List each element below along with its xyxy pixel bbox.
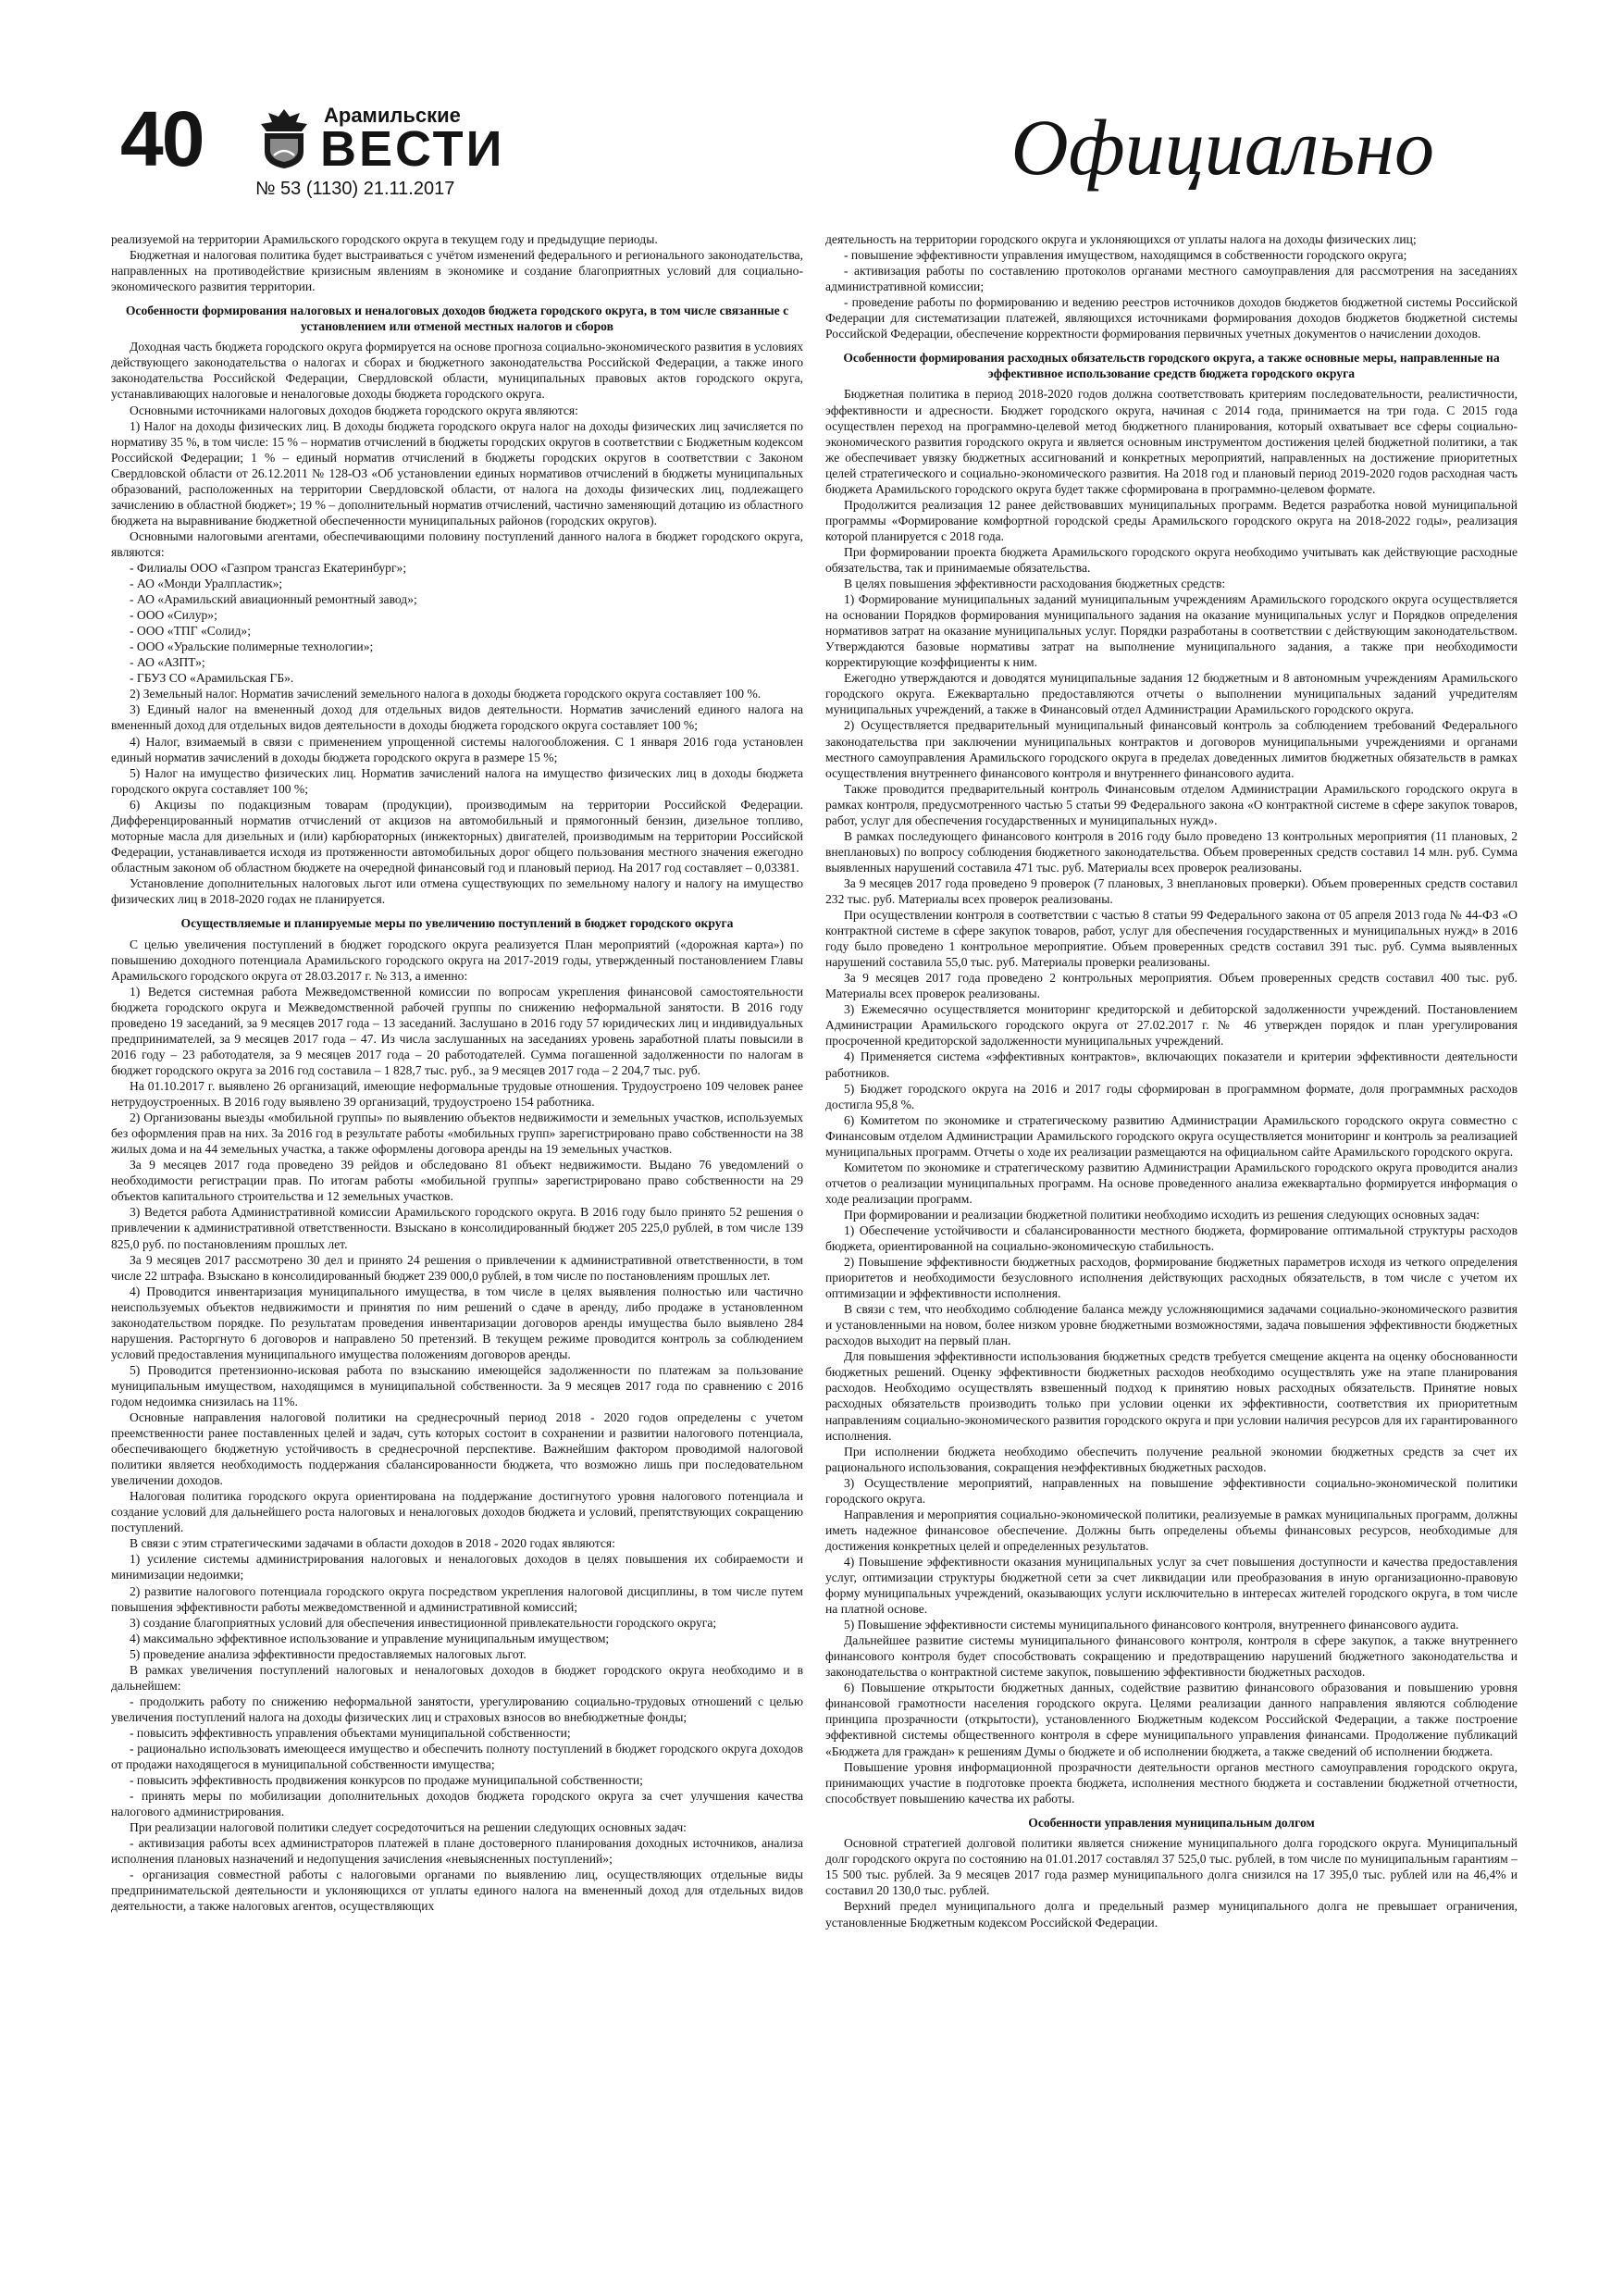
paragraph: 1) Обеспечение устойчивости и сбалансированности местного бюджета, формирование оптимальной структуры расходов бюджета, ориентированной на социально-экономическую стабильность. <box>825 1222 1518 1254</box>
paragraph: 3) Единый налог на вмененный доход для отдельных видов деятельности. Норматив зачислений единого налога на вмененный доход для отдельных видов деятельности в доходы бюджета городского округа составляет 100 %; <box>111 702 803 733</box>
paragraph: С целью увеличения поступлений в бюджет городского округа реализуется План мероприятий («дорожная карта») по повышению доходного потенциала Арамильского городского округа на 2017-2019 годы, утвержденный постановлением Главы Арамильского городского округа от 28.03.2017 г. № 313, а именно: <box>111 937 803 983</box>
newspaper-name-top: Арамильские <box>324 104 461 127</box>
paragraph: - рационально использовать имеющееся имущество и обеспечить полноту поступлений в бюджет городского округа доходов от продажи находящегося в муниципальной собственности имущества; <box>111 1742 803 1772</box>
column-right <box>825 231 1518 2221</box>
paragraph: - АО «Арамильский авиационный ремонтный завод»; <box>130 592 417 607</box>
paragraph: 2) Организованы выезды «мобильной группы» по выявлению объектов недвижимости и земельных участков, используемых без оформления прав на них. За 2016 год в результате работы «мобильных групп» зарегистрировано право собственности на 38 жилых дома и на 44 земельных участка, а также оформлены договора аренды на 19 земельных участков. <box>111 1111 803 1157</box>
issue-number-date: № 53 (1130) 21.11.2017 <box>255 179 455 199</box>
paragraph: За 9 месяцев 2017 рассмотрено 30 дел и принято 24 решения о привлечении к административной ответственности, в том числе 22 штрафа. Взыскано в консолидированный бюджет 239 000,0 рублей, в том числе по постановлениям прошлых лет. <box>111 1252 803 1283</box>
paragraph: - активизация работы всех администраторов платежей в плане достоверного планирования доходных источников, анализа исполнения плановых назначений и недопущения зачисления «невыясненных поступлений»; <box>111 1836 803 1867</box>
paragraph: В целях повышения эффективности расходования бюджетных средств: <box>844 577 1226 591</box>
paragraph: В рамках последующего финансового контроля в 2016 году было проведено 13 контрольных мероприятия (11 плановых, 2 внеплановых) по вопросу соблюдения бюджетного законодательства. Объем проверенных средств составил 14 млн. руб. Сумма выявленных нарушений составила 471 тыс. руб. Материалы всех проверок реализованы. <box>825 828 1518 875</box>
paragraph: Основной стратегией долговой политики является снижение муниципального долга городского округа. Муниципальный долг городского округа по состоянию на 01.01.2017 составлял 37 525,0 тыс. рублей, в том числе по муниципальным гарантиям – 15 500 тыс. рублей. За 9 месяцев 2017 года размер муниципального долга снизился на 17 395,0 тыс. рублей или на 46,4% и составил 20 130,0 тыс. рублей. <box>825 1836 1518 1898</box>
paragraph: 2) развитие налогового потенциала городского округа посредством укрепления налоговой дисциплины, в том числе путем повышения эффективности работы межведомственной и административной комиссий; <box>111 1583 803 1614</box>
paragraph: - повысить эффективность продвижения конкурсов по продаже муниципальной собственности; <box>130 1773 643 1788</box>
paragraph: Основными источниками налоговых доходов бюджета городского округа являются: <box>130 403 578 417</box>
section-heading: Особенности формирования налоговых и неналоговых доходов бюджета городского округа, в том числе связанные с установлением или отменой местных налогов и сборов <box>125 304 789 333</box>
paragraph: При осуществлении контроля в соответствии с частью 8 статьи 99 Федерального закона от 05 апреля 2013 года № 44-ФЗ «О контрактной системе в сфере закупок товаров, работ, услуг для обеспечения государственных и муниципальных нужд» в 2016 году было проведено 1 контрольное мероприятие. Объем проверенных средств составил 391 тыс. руб. Сумма выявленных нарушений составила 55,0 тыс. руб. Материалы проверки реализованы. <box>825 908 1518 970</box>
paragraph: При формировании проекта бюджета Арамильского городского округа необходимо учитывать как действующие расходные обязательства, так и принимаемые обязательства. <box>825 544 1518 575</box>
paragraph: Дальнейшее развитие системы муниципального финансового контроля, контроля в сфере закупок, а также внутреннего финансового контроля будет способствовать сокращению и предотвращению нарушений бюджетного законодательства и законодательства о контрактной системе закупок, повышению эффективности бюджетных расходов. <box>825 1633 1518 1680</box>
paragraph: На 01.10.2017 г. выявлено 26 организаций, имеющие неформальные трудовые отношения. Трудоустроено 109 человек ранее нетрудоустроенных. В 2016 году выявлено 39 организаций, трудоустроено 154 работника. <box>111 1079 803 1110</box>
coat-of-arms-icon <box>257 107 311 170</box>
paragraph: 5) Бюджет городского округа на 2016 и 2017 годы сформирован в программном формате, доля программных расходов достигла 95,8 %. <box>825 1081 1518 1111</box>
paragraph: - организация совместной работы с налоговыми органами по выявлению лиц, осуществляющих отдельные виды предпринимательской деятельности и уклоняющихся от уплаты единого налога на вмененный доход для отдельных видов деятельности, а также налоговых агентов, осуществляющих <box>111 1868 803 1914</box>
paragraph: 4) максимально эффективное использование и управление муниципальным имуществом; <box>130 1631 610 1645</box>
paragraph: Налоговая политика городского округа ориентирована на поддержание достигнутого уровня налогового потенциала и создание условий для дальнейшего роста налоговых и неналоговых доходов бюджета и условий, препятствующих сокращению поступлений. <box>111 1489 803 1535</box>
paragraph: - Филиалы ООО «Газпром трансгаз Екатеринбург»; <box>130 561 407 575</box>
paragraph: Для повышения эффективности использования бюджетных средств требуется смещение акцента на оценку обоснованности бюджетных решений. Оценку эффективности бюджетных расходов необходимо осуществлять уже на этапе планирования расходов. Необходимо осуществлять взвешенный подход к принятию новых расходных обязательств. Принятие новых расходных обязательств производить только при условии оценки их эффективности, соответствия их приоритетным направлениям социально-экономического развития городского округа и при условии наличия ресурсов для их гарантированного исполнения. <box>825 1349 1518 1443</box>
paragraph: 2) Осуществляется предварительный муниципальный финансовый контроль за соблюдением требований Федерального законодательства при заключении муниципальных контрактов и договоров муниципальными учреждениями и органами местного самоуправления Арамильского городского округа в пределах доведенных лимитов бюджетных обязательств в рамках осуществления внутреннего финансового контроля и внутреннего финансового аудита. <box>825 718 1518 780</box>
paragraph: 6) Акцизы по подакцизным товарам (продукции), производимым на территории Российской Федерации. Дифференцированный норматив отчислений от акцизов на автомобильный и прямогонный бензин, дизельное топливо, моторные масла для дизельных и (или) карбюраторных (инжекторных) двигателей, производимым на территории Российской Федерации, устанавливается исходя из протяженности автомобильных дорог общего пользования местного значения ежегодно областным законом об областном бюджете на очередной финансовый год и плановый период. На 2017 год составляет – 0,03381. <box>111 797 803 875</box>
article-columns <box>111 231 1518 2221</box>
paragraph: Основные направления налоговой политики на среднесрочный период 2018 - 2020 годов определены с учетом преемственности ранее поставленных целей и задач, суть которых состоит в сохранении и развитии налогового потенциала, обеспечивающего бюджетную устойчивость в среднесрочной перспективе. Важнейшим фактором проводимой налоговой политики является необходимость поддержания сбалансированности бюджета, что возможно лишь при последовательном увеличении доходов. <box>111 1410 803 1488</box>
paragraph: При формировании и реализации бюджетной политики необходимо исходить из решения следующих основных задач: <box>844 1207 1481 1222</box>
paragraph: 4) Применяется система «эффективных контрактов», включающих показатели и критерии эффективности деятельности работников. <box>825 1049 1518 1080</box>
paragraph: 3) Осуществление мероприятий, направленных на повышение эффективности социально-экономической политики городского округа. <box>825 1475 1518 1506</box>
newspaper-name-main: ВЕСТИ <box>320 121 505 177</box>
paragraph: 5) Проводится претензионно-исковая работа по взысканию имеющейся задолженности по платежам за пользование муниципальным имуществом, находящимся в муниципальной собственности. За 9 месяцев 2017 года по сравнению с 2016 годом недоимка снизилась на 11%. <box>111 1362 803 1409</box>
paragraph: В связи с тем, что необходимо соблюдение баланса между усложняющимися задачами социально-экономического развития и установленными на новом, более низком уровне бюджетными возможностями, задача повышения эффективности бюджетных расходов выходит на первый план. <box>825 1302 1518 1348</box>
paragraph: 1) Ведется системная работа Межведомственной комиссии по вопросам укрепления финансовой самостоятельности бюджета городского округа и Межведомственной рабочей группы по снижению неформальной занятости. В 2016 году проведено 19 заседаний, за 9 месяцев 2017 года – 13 заседаний. Заслушано в 2016 году 57 юридических лиц и индивидуальных предпринимателей, за 9 месяцев 2017 года – 47. Из числа заслушанных на заседаниях уровень заработной платы повысили в 2016 году – 23 работодателя, за 9 месяцев 2017 года – 20 работодателей. Сумма погашенной задолженности по налогам в бюджет городского округа за 2016 год составила – 1 828,7 тыс. руб., за 9 месяцев 2017 года – 2 204,7 тыс. руб. <box>111 984 803 1077</box>
page-number: 40 <box>120 95 204 182</box>
paragraph: - повысить эффективность управления объектами муниципальной собственности; <box>130 1725 571 1740</box>
paragraph: 1) Формирование муниципальных заданий муниципальным учреждениям Арамильского городского округа осуществляется на основании Порядков формирования муниципального задания на оказание муниципальных услуг и Порядков определения нормативов затрат на оказание муниципальных услуг. Порядки разработаны в соответствии с действующим законодательством. Утверждаются базовые нормативы затрат на выполнение муниципального задания, а также при необходимости корректирующие коэффициенты к ним. <box>825 592 1518 670</box>
paragraph: 4) Налог, взимаемый в связи с применением упрощенной системы налогообложения. С 1 января 2016 года установлен единый норматив зачислений в доходы бюджета городского округа в размере 15 %; <box>111 734 803 764</box>
paragraph: Бюджетная политика в период 2018-2020 годов должна соответствовать критериям последовательности, реалистичности, эффективности и адресности. Бюджет городского округа, начиная с 2014 года, принимается на три года. С 2015 года осуществлен переход на программно-целевой метод бюджетного планирования, который охватывает все сферы социально-экономического развития городского округа и является основным инструментом достижения целей бюджетной политики, а так же обеспечивает увязку бюджетных ассигнований и конкретных мероприятий, направленных на достижение приоритетных целей стратегического и социально-экономического развития. На 2018 год и плановый период 2019-2020 годов расходная часть бюджета Арамильского городского округа будет также сформирована в программно-целевом формате. <box>825 387 1518 496</box>
paragraph: 2) Повышение эффективности бюджетных расходов, формирование бюджетных параметров исходя из четкого определения приоритетов и необходимости безусловного исполнения действующих расходных обязательств, в том числе с учетом их оптимизации и эффективности исполнения. <box>825 1255 1518 1301</box>
paragraph: Также проводится предварительный контроль Финансовым отделом Администрации Арамильского городского округа в рамках контроля, предусмотренного частью 5 статьи 99 Федерального закона «О контрактной системе в сфере закупок товаров, работ, услуг для обеспечения государственных и муниципальных нужд». <box>825 781 1518 827</box>
paragraph: - принять меры по мобилизации дополнительных доходов бюджета городского округа за счет улучшения качества налогового администрирования. <box>111 1789 803 1819</box>
paragraph: - продолжить работу по снижению неформальной занятости, урегулированию социально-трудовых отношений с целью увеличения поступлений налога на доходы физических лиц и страховых взносов во внебюджетные фонды; <box>111 1694 803 1724</box>
paragraph: За 9 месяцев 2017 года проведено 2 контрольных мероприятия. Объем проверенных средств составил 400 тыс. руб. Материалы всех проверок реализованы. <box>825 971 1518 1001</box>
paragraph: Направления и мероприятия социально-экономической политики, реализуемые в рамках муниципальных программ, должны иметь надежное финансовое обеспечение. Должны быть определены объемы финансовых ресурсов, необходимые для достижения конкретных целей и определенных результатов. <box>825 1507 1518 1553</box>
paragraph: 4) Повышение эффективности оказания муниципальных услуг за счет повышения доступности и качества предоставления услуг, оптимизации структуры бюджетной сети за счет ликвидации или преобразования в иную организационно-правовую форму муниципальных учреждений, оказывающих услуги исключительно в интересах жителей городского округа, в том числе на платной основе. <box>825 1554 1518 1617</box>
paragraph: 5) Повышение эффективности системы муниципального финансового контроля, внутреннего финансового аудита. <box>844 1618 1459 1632</box>
paragraph: 5) проведение анализа эффективности предоставляемых налоговых льгот. <box>130 1646 527 1661</box>
paragraph: Установление дополнительных налоговых льгот или отмена существующих по земельному налогу и налогу на имущество физических лиц в 2018-2020 годах не планируется. <box>111 875 803 906</box>
paragraph: 1) Налог на доходы физических лиц. В доходы бюджета городского округа налог на доходы физических лиц зачисляется по нормативу 35 %, в том числе: 15 % – норматив отчислений в бюджеты городских округов в соответствии с Бюджетным кодексом Российской Федерации; 1 % – единый норматив отчислений в бюджеты городских округов в соответствии с Законом Свердловской области от 26.12.2011 № 128-ОЗ «Об установлении единых нормативов отчислений в бюджеты муниципальных образований, расположенных на территории Свердловской области, от налога на доходы физических лиц, подлежащего зачислению в областной бюджет»; 19 % – дополнительный норматив отчислений, частично заменяющий дотацию из областного бюджета на выравнивание бюджетной обеспеченности муниципальных районов (городских округов). <box>111 418 803 527</box>
paragraph: При исполнении бюджета необходимо обеспечить получение реальной экономии бюджетных средств за счет их рационального использования, сокращения неэффективных бюджетных расходов. <box>825 1444 1518 1474</box>
paragraph: 2) Земельный налог. Норматив зачислений земельного налога в доходы бюджета городского округа составляет 100 %. <box>130 687 762 701</box>
paragraph: За 9 месяцев 2017 года проведено 9 проверок (7 плановых, 3 внеплановых проверки). Объем проверенных средств составил 232 тыс. руб. Материалы всех проверок реализованы. <box>825 875 1518 906</box>
paragraph: реализуемой на территории Арамильского городского округа в текущем году и предыдущие периоды. <box>111 232 658 246</box>
paragraph: - ГБУЗ СО «Арамильская ГБ». <box>130 671 294 686</box>
paragraph: 5) Налог на имущество физических лиц. Норматив зачислений налога на имущество физических лиц в доходы бюджета городского округа составляет 100 %; <box>111 765 803 796</box>
paragraph: Доходная часть бюджета городского округа формируется на основе прогноза социально-экономического развития в условиях действующего законодательства о налогах и сборах и бюджетного законодательства Российской Федерации, а также иного законодательства Российской Федерации, Свердловской области, муниципальных правовых актов городского округа, устанавливающих налоговые и неналоговые доходы бюджета городского округа. <box>111 340 803 402</box>
section-heading: Особенности формирования расходных обязательств городского округа, а также основные меры, направленные на эффективное использование средств бюджета городского округа <box>843 351 1500 380</box>
paragraph: деятельность на территории городского округа и уклоняющихся от уплаты налога на доходы физических лиц; <box>825 232 1417 246</box>
paragraph: - АО «АЗПТ»; <box>130 655 205 670</box>
paragraph: 1) усиление системы администрирования налоговых и неналоговых доходов в целях повышения их собираемости и минимизации недоимки; <box>111 1552 803 1582</box>
paragraph: 3) Ежемесячно осуществляется мониторинг кредиторской и дебиторской задолженности учреждений. Постановлением Администрации Арамильского городского округа от 27.02.2017 г. № 46 утвержден порядок и план урегулирования просроченной кредиторской задолженности муниципальных учреждений. <box>825 1002 1518 1049</box>
paragraph: - активизация работы по составлению протоколов органами местного самоуправления для рассмотрения на заседаниях административной комиссии; <box>825 264 1518 294</box>
paragraph: За 9 месяцев 2017 года проведено 39 рейдов и обследовано 81 объект недвижимости. Выдано 76 уведомлений о необходимости регистрации прав. По итогам работы «мобильной группы» зарегистрировано право собственности на 29 объектов капитального строительства и 12 земельных участков. <box>111 1158 803 1204</box>
paragraph: При реализации налоговой политики следует сосредоточиться на решении следующих основных задач: <box>130 1820 687 1835</box>
paragraph: Бюджетная и налоговая политика будет выстраиваться с учётом изменений федерального и регионального законодательства, направленных на противодействие кризисным явлениям в экономике и создание благоприятных условий для социально-экономического развития территории. <box>111 248 803 294</box>
paragraph: 6) Комитетом по экономике и стратегическому развитию Администрации Арамильского городского округа совместно с Финансовым отделом Администрации Арамильского городского округа осуществляется мониторинг и контроль за реализацией муниципальных программ. Отчеты о ходе их реализации размещаются на официальном сайте Арамильского городского округа. <box>825 1112 1518 1159</box>
paragraph: Продолжится реализация 12 ранее действовавших муниципальных программ. Ведется разработка новой муниципальной программы «Формирование комфортной городской среды Арамильского городского округа на 2018-2022 годы», реализация которой планируется с 2018 года. <box>825 497 1518 543</box>
column-left <box>111 231 803 2221</box>
paragraph: Верхний предел муниципального долга и предельный размер муниципального долга не превышает ограничения, установленные Бюджетным кодексом Российской Федерации. <box>825 1899 1518 1930</box>
paragraph: Основными налоговыми агентами, обеспечивающими половину поступлений данного налога в бюджет городского округа, являются: <box>111 528 803 559</box>
page-header <box>111 93 1518 213</box>
paragraph: - ООО «ТПГ «Солид»; <box>130 624 251 639</box>
paragraph: В рамках увеличения поступлений налоговых и неналоговых доходов в бюджет городского округа необходимо и в дальнейшем: <box>111 1662 803 1693</box>
paragraph: 3) создание благоприятных условий для обеспечения инвестиционной привлекательности городского округа; <box>130 1615 717 1630</box>
paragraph: 6) Повышение открытости бюджетных данных, содействие развитию финансового образования и повышению уровня финансовой грамотности населения городского округа. Целями реализации данного направления являются соблюдение принципа прозрачности (открытости), установленного Бюджетным кодексом Российской Федерации, а также построение эффективной системы общественного контроля в сфере муниципального управления финансами. Продолжение публикаций «Бюджета для граждан» к решениям Думы о бюджете и об исполнении бюджета, а также сведений об исполнении бюджета. <box>825 1681 1518 1758</box>
paragraph: Повышение уровня информационной прозрачности деятельности органов местного самоуправления городского округа, принимающих участие в подготовке проекта бюджета, исполнения местного бюджета и составлении бюджетной отчетности, способствует повышению качества их работы. <box>825 1759 1518 1806</box>
section-heading: Осуществляемые и планируемые меры по увеличению поступлений в бюджет городского округа <box>180 916 734 931</box>
paragraph: - АО «Монди Уралпластик»; <box>130 577 283 591</box>
paragraph: В связи с этим стратегическими задачами в области доходов в 2018 - 2020 годах являются: <box>130 1536 615 1551</box>
paragraph: 3) Ведется работа Административной комиссии Арамильского городского округа. В 2016 году было принято 52 решения о привлечении к административной ответственности. Взыскано в консолидированный бюджет 205 225,0 рублей, в том числе 139 825,0 руб. по постановлениям прошлых лет. <box>111 1205 803 1251</box>
paragraph: - ООО «Уральские полимерные технологии»; <box>130 639 374 654</box>
paragraph: Ежегодно утверждаются и доводятся муниципальные задания 12 бюджетным и 8 автономным учреждениям Арамильского городского округа. Ежеквартально предоставляются отчеты о выполнении муниципальных заданий учредителям муниципальных учреждений, а также в Финансовый отдел Администрации Арамильского городского округа. <box>825 671 1518 717</box>
paragraph: 4) Проводится инвентаризация муниципального имущества, в том числе в целях выявления полностью или частично неиспользуемых объектов недвижимости и принятия по ним решений о сдаче в аренду, либо продаже в установленном законодательством порядке. По результатам проведения инвентаризации договоров аренды имущества было выявлено 284 нарушения. Расторгнуто 6 договоров и направлено 50 претензий. В текущем режиме проводится контроль за соблюдением условий предоставления муниципального имущества положениям договоров аренды. <box>111 1284 803 1361</box>
section-title: Официально <box>1010 103 1434 192</box>
paragraph: Комитетом по экономике и стратегическому развитию Администрации Арамильского городского округа проводится анализ отчетов о реализации муниципальных программ. На основе проведенного анализа ежеквартально формируется информация о ходе реализации программ. <box>825 1160 1518 1206</box>
paragraph: - ООО «Силур»; <box>130 608 217 623</box>
section-heading: Особенности управления муниципальным долгом <box>1028 1815 1315 1830</box>
paragraph: - проведение работы по формированию и ведению реестров источников доходов бюджетов бюджетной системы Российской Федерации для систематизации платежей, являющихся источниками формирования доходов бюджетов бюджетной системы Российской Федерации, обеспечение корректности формирования первичных учетных документов о начислении доходов. <box>825 295 1518 341</box>
paragraph: - повышение эффективности управления имуществом, находящимся в собственности городского округа; <box>844 248 1407 263</box>
